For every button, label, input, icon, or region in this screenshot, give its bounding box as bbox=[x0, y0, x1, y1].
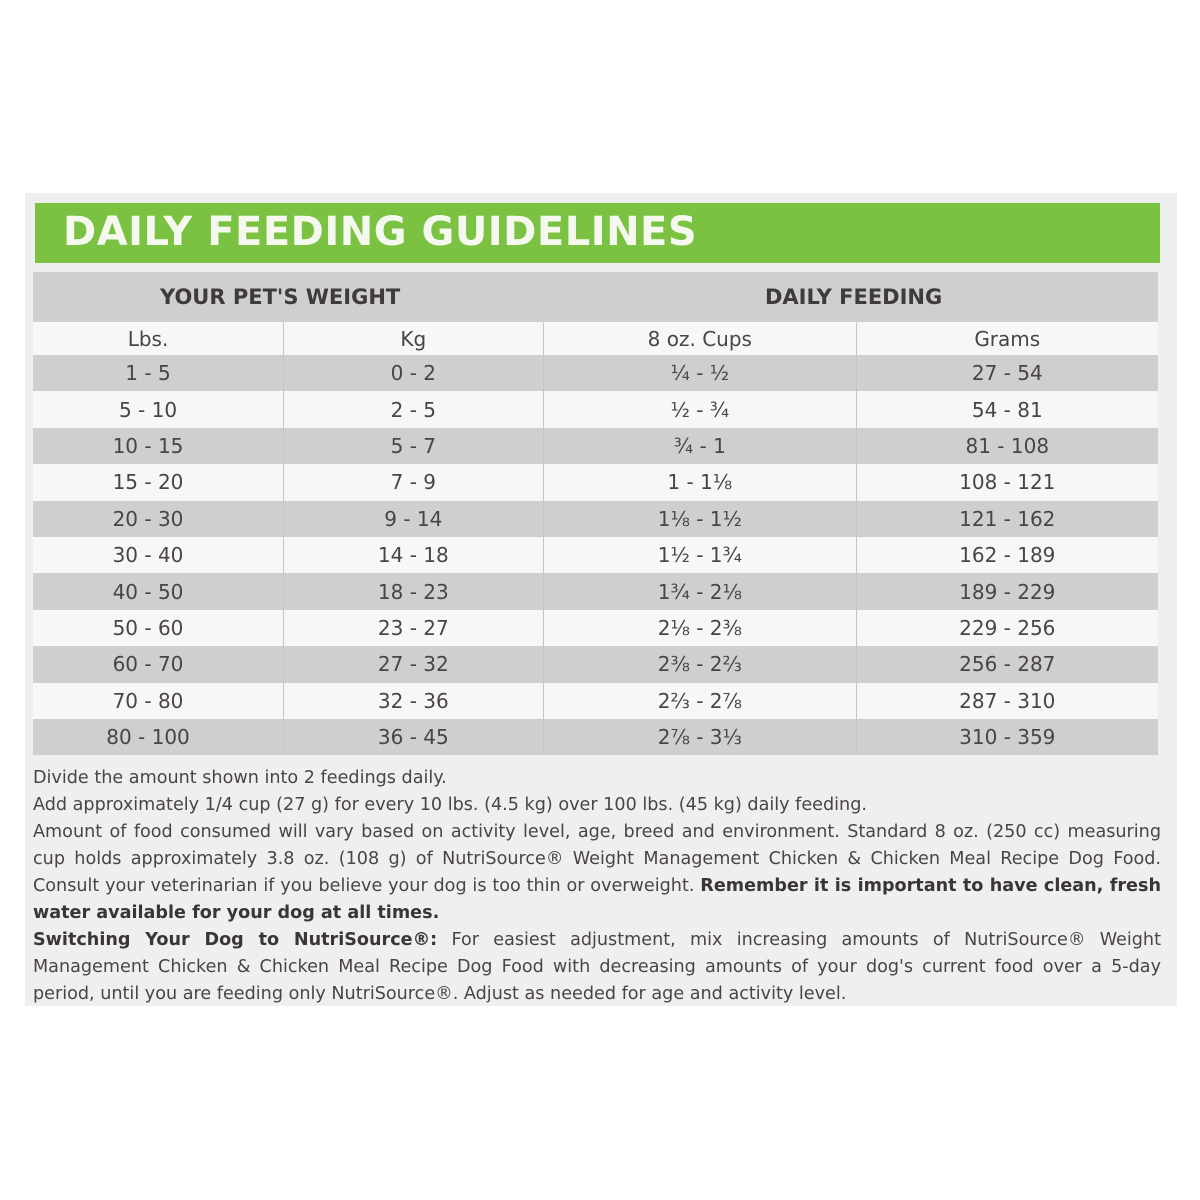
note-amount: Amount of food consumed will vary based on activity level, age, breed and environment. Standard 8 oz. (250 cc) measuring cup holds approximately 3.8 oz. (108 g) of NutriSource® Weight Management Chicken & Chicken Meal Recipe Dog Food. Consult your veterinarian if you believe your dog is too thin or overweight. Remember it is important to have clean, fresh water available for your dog at all times. bbox=[33, 822, 1161, 923]
group-header-feeding: DAILY FEEDING bbox=[765, 285, 943, 309]
cell-lbs: 15 - 20 bbox=[33, 464, 284, 500]
column-header-kg: Kg bbox=[284, 322, 545, 355]
cell-kg: 2 - 5 bbox=[284, 391, 545, 427]
cell-kg: 5 - 7 bbox=[284, 428, 545, 464]
cell-kg: 27 - 32 bbox=[284, 646, 545, 682]
note-divide: Divide the amount shown into 2 feedings daily. bbox=[33, 768, 447, 788]
note-water: Remember it is important to have clean, fresh water available for your dog at all times. bbox=[33, 876, 1161, 923]
cell-kg: 7 - 9 bbox=[284, 464, 545, 500]
cell-cups: 1¾ - 2⅛ bbox=[544, 573, 856, 609]
group-header-row bbox=[33, 272, 1158, 322]
cell-cups: 2⅔ - 2⅞ bbox=[544, 683, 856, 719]
cell-cups: 2⅛ - 2⅜ bbox=[544, 610, 856, 646]
title-banner bbox=[35, 203, 1160, 263]
column-header-lbs: Lbs. bbox=[33, 322, 284, 355]
cell-lbs: 40 - 50 bbox=[33, 573, 284, 609]
cell-lbs: 10 - 15 bbox=[33, 428, 284, 464]
column-header-cups: 8 oz. Cups bbox=[544, 322, 856, 355]
table-row bbox=[33, 501, 1158, 537]
cell-kg: 14 - 18 bbox=[284, 537, 545, 573]
column-header-grams: Grams bbox=[974, 326, 1041, 351]
cell-lbs: 20 - 30 bbox=[33, 501, 284, 537]
cell-grams: 54 - 81 bbox=[971, 397, 1043, 422]
table-row bbox=[33, 719, 1158, 755]
cell-kg: 32 - 36 bbox=[284, 683, 545, 719]
cell-lbs: 80 - 100 bbox=[33, 719, 284, 755]
table-row bbox=[33, 573, 1158, 609]
page-title: DAILY FEEDING GUIDELINES bbox=[63, 209, 698, 255]
cell-grams: 108 - 121 bbox=[959, 470, 1056, 495]
cell-kg: 9 - 14 bbox=[284, 501, 545, 537]
table-row bbox=[33, 610, 1158, 646]
cell-lbs: 30 - 40 bbox=[33, 537, 284, 573]
feeding-table bbox=[33, 272, 1158, 755]
table-row bbox=[33, 537, 1158, 573]
cell-grams: 121 - 162 bbox=[959, 506, 1056, 531]
cell-cups: ¼ - ½ bbox=[544, 355, 856, 391]
cell-cups: 2⅞ - 3⅓ bbox=[544, 719, 856, 755]
cell-cups: 2⅜ - 2⅔ bbox=[544, 646, 856, 682]
note-add: Add approximately 1/4 cup (27 g) for every 10 lbs. (4.5 kg) over 100 lbs. (45 kg) daily feeding. bbox=[33, 795, 867, 815]
cell-lbs: 1 - 5 bbox=[33, 355, 284, 391]
cell-grams: 189 - 229 bbox=[959, 579, 1056, 604]
group-header-weight: YOUR PET'S WEIGHT bbox=[160, 285, 401, 309]
table-row bbox=[33, 683, 1158, 719]
cell-kg: 23 - 27 bbox=[284, 610, 545, 646]
feeding-notes bbox=[33, 765, 1161, 1008]
table-row bbox=[33, 428, 1158, 464]
cell-cups: 1⅛ - 1½ bbox=[544, 501, 856, 537]
cell-grams: 229 - 256 bbox=[959, 615, 1056, 640]
cell-cups: ¾ - 1 bbox=[544, 428, 856, 464]
cell-kg: 0 - 2 bbox=[284, 355, 545, 391]
cell-grams: 81 - 108 bbox=[965, 433, 1050, 458]
note-switching: Switching Your Dog to NutriSource®: For easiest adjustment, mix increasing amounts of NutriSource® Weight Management Chicken & Chicken Meal Recipe Dog Food with decreasing amounts of your dog's current food over a 5-day period, until you are feeding only NutriSource®. Adjust as needed for age and activity level. bbox=[33, 930, 1161, 1004]
table-row bbox=[33, 646, 1158, 682]
cell-lbs: 70 - 80 bbox=[33, 683, 284, 719]
cell-grams: 287 - 310 bbox=[959, 688, 1056, 713]
cell-lbs: 60 - 70 bbox=[33, 646, 284, 682]
cell-grams: 27 - 54 bbox=[971, 361, 1043, 386]
table-row bbox=[33, 355, 1158, 391]
cell-cups: 1 - 1⅛ bbox=[544, 464, 856, 500]
table-row bbox=[33, 391, 1158, 427]
cell-cups: 1½ - 1¾ bbox=[544, 537, 856, 573]
cell-grams: 310 - 359 bbox=[959, 725, 1056, 750]
cell-kg: 18 - 23 bbox=[284, 573, 545, 609]
table-row bbox=[33, 464, 1158, 500]
cell-cups: ½ - ¾ bbox=[544, 391, 856, 427]
cell-lbs: 5 - 10 bbox=[33, 391, 284, 427]
column-header-row bbox=[33, 322, 1158, 355]
cell-grams: 162 - 189 bbox=[959, 543, 1056, 568]
cell-lbs: 50 - 60 bbox=[33, 610, 284, 646]
cell-kg: 36 - 45 bbox=[284, 719, 545, 755]
cell-grams: 256 - 287 bbox=[959, 652, 1056, 677]
